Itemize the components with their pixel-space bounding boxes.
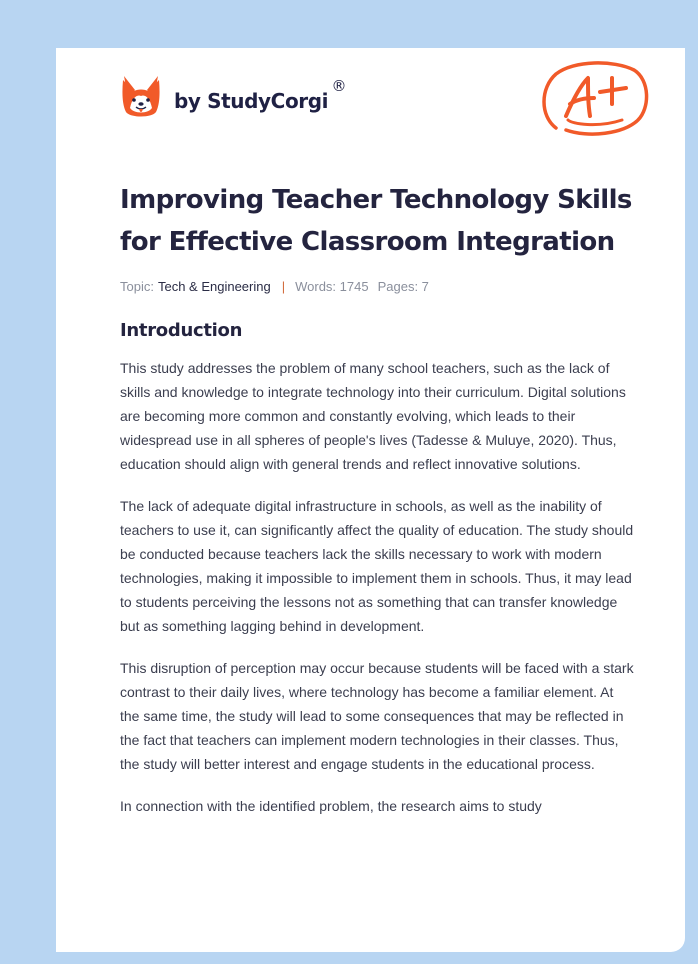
- page-header: [56, 48, 685, 168]
- document-content: [120, 180, 635, 818]
- brand-name: [174, 77, 347, 113]
- paragraph: The lack of adequate digital infrastructure in schools, as well as the inability of teachers to use it, can significantly affect the quality of education. The study should be conducted because teachers lack the skills necessary to work with modern technologies, making it impossible to implement them in schools. Thus, it may lead to students perceiving the lessons not as something that can transfer knowledge but as something lagging behind in development.: [120, 498, 634, 634]
- meta-separator: |: [281, 279, 286, 294]
- studycorgi-logo[interactable]: [120, 74, 347, 120]
- word-count: Words: 1745: [295, 279, 369, 294]
- paragraph: This disruption of perception may occur because students will be faced with a stark contrast to their daily lives, where technology has become a familiar element. At the same time, the study will lead to some consequences that may be reflected in the fact that teachers can implement modern technologies in their classes. Thus, the study will better interest and engage students in the educational process.: [120, 660, 634, 772]
- paragraph: This study addresses the problem of many school teachers, such as the lack of skills and knowledge to integrate technology into their curriculum. Digital solutions are becoming more common and constantly evolving, which leads to their widespread use in all spheres of people's lives (Tadesse & Muluye, 2020). Thus, education should align with general trends and reflect innovative solutions.: [120, 360, 626, 472]
- a-plus-grade-icon: [538, 58, 650, 140]
- brand-text: by StudyCorgi: [174, 89, 329, 113]
- paragraph: In connection with the identified problem, the research aims to study: [120, 798, 542, 814]
- document-title: Improving Teacher Technology Skills for Effective Classroom Integration: [120, 185, 632, 257]
- document-card: [56, 48, 685, 952]
- corgi-logo-icon: [120, 74, 162, 120]
- section-heading-introduction: Introduction: [120, 320, 243, 341]
- registered-mark: ®: [331, 77, 347, 95]
- topic-link[interactable]: Tech & Engineering: [157, 279, 271, 294]
- document-meta: [120, 279, 635, 294]
- page-count: Pages: 7: [377, 279, 429, 294]
- topic-label: Topic:: [120, 279, 154, 294]
